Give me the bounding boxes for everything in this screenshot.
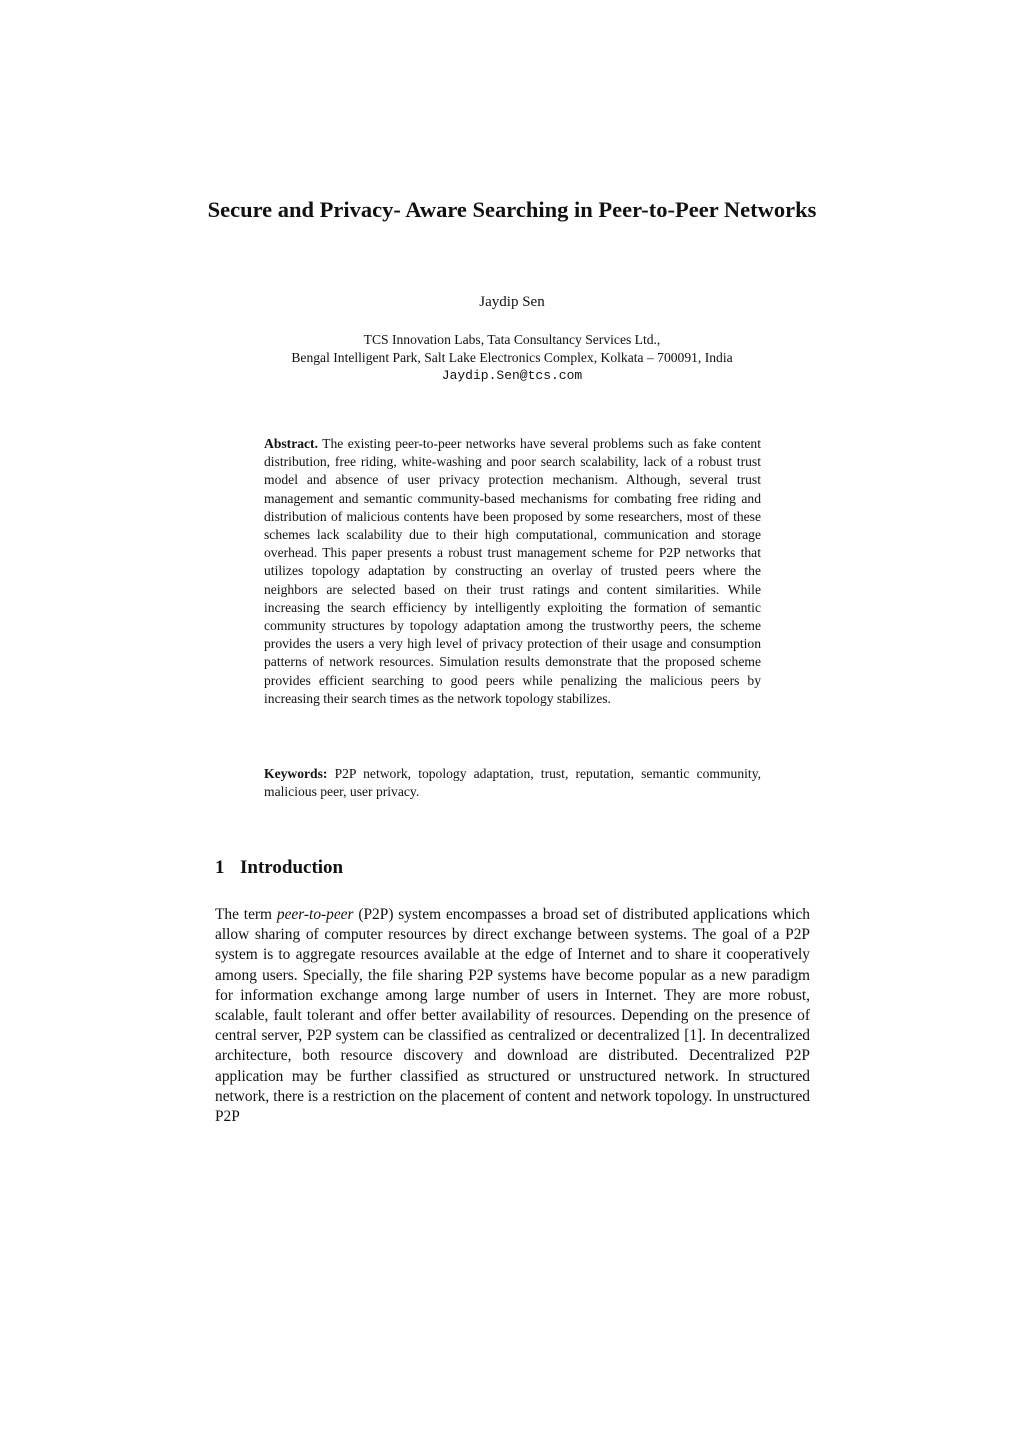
section-title: Introduction [240,857,344,878]
keywords-label: Keywords: [264,766,328,781]
abstract-text: The existing peer-to-peer networks have several problems such as fake content distribution, free riding, white-washing and poor search scalability, lack of a robust trust model and absence of user privacy protection mechanism. Although, several trust management and semantic community-based mechanisms for combating free riding and distribution of malicious contents have been proposed by some researchers, most of these schemes lack scalability due to their high computational, communication and storage overhead. This paper presents a robust trust management scheme for P2P networks that utilizes topology adaptation by constructing an overlay of trusted peers where the neighbors are selected based on their trust ratings and content similarities. While increasing the search efficiency by intelligently exploiting the formation of semantic community structures by topology adaptation among the trustworthy peers, the scheme provides the users a very high level of privacy protection of their usage and consumption patterns of network resources. Simulation results demonstrate that the proposed scheme provides efficient searching to good peers while penalizing the malicious peers by increasing their search times as the network topology stabilizes. [264,436,761,706]
affiliation-line-2: Bengal Intelligent Park, Salt Lake Electronics Complex, Kolkata – 700091, India [291,350,733,365]
intro-text-start: The term [215,906,277,923]
intro-italic-term: peer-to-peer [276,906,354,923]
abstract [264,435,761,708]
abstract-label: Abstract. [264,436,318,451]
affiliation-block [200,331,824,385]
section-number: 1 [215,857,225,878]
author-name: Jaydip Sen [479,294,545,310]
keywords [264,765,761,801]
author-email: Jaydip.Sen@tcs.com [441,368,583,383]
intro-text-rest: (P2P) system encompasses a broad set of distributed applications which allow sharing of computer resources by direct exchange between systems. The goal of a P2P system is to aggregate resources available at the edge of Internet and to share it cooperatively among users. Specially, the file sharing P2P systems have become popular as a new paradigm for information exchange among large number of users in Internet. They are more robust, scalable, fault tolerant and offer better availability of resources. Depending on the presence of central server, P2P system can be classified as centralized or decentralized [1]. In decentralized architecture, both resource discovery and download are distributed. Decentralized P2P application may be further classified as structured or unstructured network. In structured network, there is a restriction on the placement of content and network topology. In unstructured P2P [215,906,811,1126]
paper-title: Secure and Privacy- Aware Searching in Peer-to-Peer Networks [207,197,817,222]
section-heading [215,856,343,880]
introduction-paragraph [215,905,810,1127]
affiliation-line-1: TCS Innovation Labs, Tata Consultancy Services Ltd., [363,332,661,347]
keywords-text: P2P network, topology adaptation, trust, reputation, semantic community, malicious peer, user privacy. [264,766,762,800]
